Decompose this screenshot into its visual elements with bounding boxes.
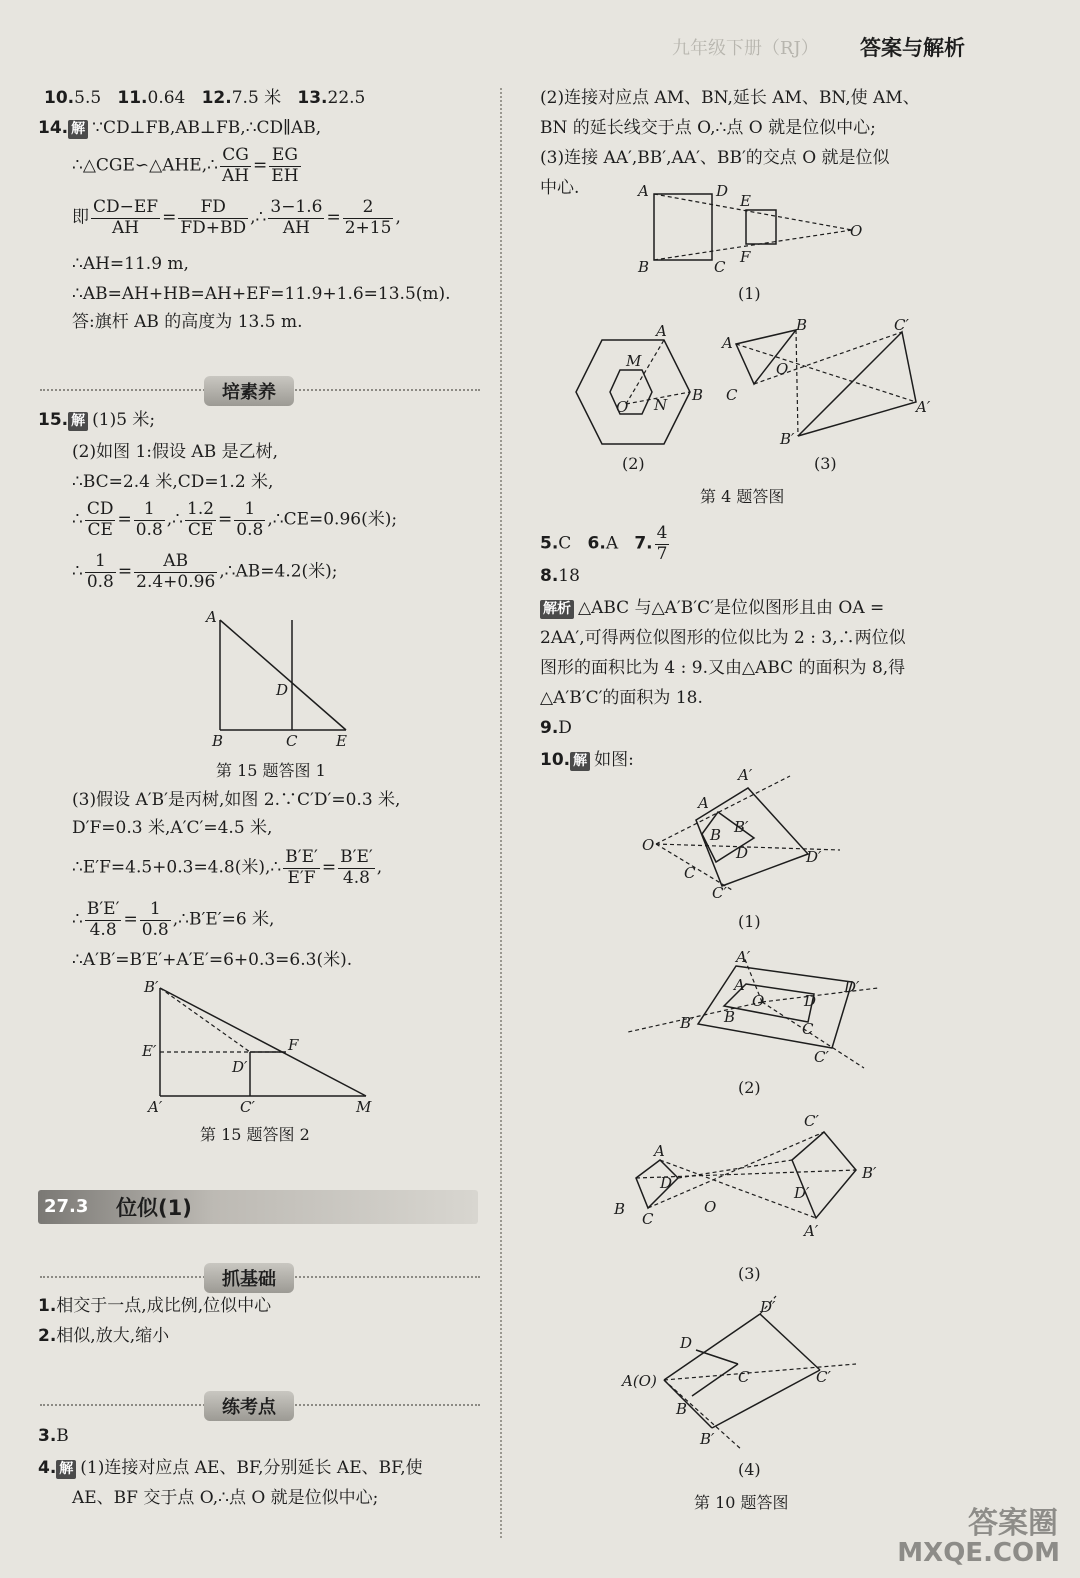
header-title: 答案与解析 [860, 36, 965, 60]
svg-text:O: O [616, 398, 629, 416]
svg-text:B′: B′ [144, 978, 159, 996]
svg-text:A: A [638, 182, 649, 200]
chapter-bar [38, 1190, 478, 1224]
svg-text:A: A [722, 334, 733, 352]
q15-figure-1 [196, 600, 366, 750]
q4-right-line1: (2)连接对应点 AM、BN,延长 AM、BN,使 AM、 [540, 88, 920, 108]
svg-text:O: O [642, 836, 655, 854]
svg-text:D: D [716, 182, 729, 200]
svg-text:A: A [206, 608, 217, 626]
q4-figure-caption: 第 4 题答图 [700, 487, 785, 506]
svg-text:E: E [740, 192, 751, 210]
q10-fig4-label: (4) [738, 1460, 761, 1479]
svg-text:F: F [740, 248, 751, 266]
svg-text:C: C [714, 258, 726, 276]
q14-line4: ∴AH=11.9 m, [72, 254, 189, 274]
svg-text:B: B [796, 316, 808, 334]
column-divider [500, 88, 502, 1538]
svg-text:C: C [802, 1020, 814, 1038]
svg-text:C: C [286, 732, 298, 750]
q15-line10: ∴A′B′=B′E′+A′E′=6+0.3=6.3(米). [72, 950, 353, 970]
svg-text:C′: C′ [894, 316, 909, 334]
svg-text:O: O [776, 360, 789, 378]
svg-text:D: D [660, 1174, 673, 1192]
svg-text:D: D [804, 992, 817, 1010]
svg-text:A′: A′ [736, 948, 751, 966]
q9-answer: 9.D [540, 718, 572, 738]
svg-text:A: A [734, 976, 745, 994]
q15-fig2-caption: 第 15 题答图 2 [200, 1125, 310, 1144]
svg-text:C: C [642, 1210, 654, 1228]
svg-text:B′: B′ [680, 1014, 695, 1032]
svg-text:D′: D′ [232, 1058, 248, 1076]
q4-fig2-label: (2) [622, 454, 645, 473]
svg-text:O: O [752, 992, 765, 1010]
svg-text:A′: A′ [148, 1098, 163, 1116]
svg-text:B′: B′ [734, 818, 749, 836]
q15-line9: ∴ $\frac{B'E'}{4.8}$ = $\frac{1}{0.8}$ ,∴B′E′=6 米, [72, 899, 275, 940]
svg-text:D: D [736, 844, 749, 862]
svg-text:A(O): A(O) [622, 1372, 657, 1390]
svg-text:C: C [684, 864, 696, 882]
q14-line5: ∴AB=AH+HB=AH+EF=11.9+1.6=13.5(m). [72, 284, 451, 304]
svg-text:F: F [288, 1036, 299, 1054]
svg-text:O: O [850, 222, 863, 240]
q8-analysis-line3: 图形的面积比为 4 : 9.又由△ABC 的面积为 8,得 [540, 658, 906, 678]
svg-text:B′: B′ [700, 1430, 715, 1448]
svg-text:A′: A′ [738, 766, 753, 784]
svg-text:C′: C′ [804, 1112, 819, 1130]
q10-figure-1 [640, 766, 870, 906]
svg-text:C′: C′ [712, 884, 727, 902]
svg-text:B: B [710, 826, 722, 844]
svg-text:C: C [726, 386, 738, 404]
svg-text:E′: E′ [142, 1042, 157, 1060]
svg-text:C′: C′ [240, 1098, 255, 1116]
chapter-number: 27.3 [44, 1196, 89, 1217]
svg-text:B: B [212, 732, 224, 750]
svg-text:C: C [738, 1368, 750, 1386]
section-title-liankaodian: 练考点 [204, 1391, 294, 1421]
section-title-zhuajichu: 抓基础 [204, 1263, 294, 1293]
q10-fig3-label: (3) [738, 1264, 761, 1283]
q4-fig3-label: (3) [814, 454, 837, 473]
q4-right-line4: 中心. [540, 178, 580, 198]
q1-answer: 1.相交于一点,成比例,位似中心 [38, 1296, 272, 1316]
svg-text:C′: C′ [814, 1048, 829, 1066]
q15-line7: D′F=0.3 米,A′C′=4.5 米, [72, 818, 273, 838]
q10-fig2-label: (2) [738, 1078, 761, 1097]
q15-line5: ∴ $\frac{1}{0.8}$ = $\frac{AB}{2.4+0.96}$ ,∴AB=4.2(米); [72, 551, 338, 592]
q15-line8: ∴E′F=4.5+0.3=4.8(米),∴ $\frac{B'E'}{E'F}$ = $\frac{B'E'}{4.8}$ , [72, 847, 383, 888]
svg-text:A: A [654, 1142, 665, 1160]
q15-fig1-caption: 第 15 题答图 1 [216, 761, 326, 780]
answers-10-13: 10.5.5 11.0.64 12.7.5 米 13.22.5 [44, 88, 366, 108]
q15-line4: ∴ $\frac{CD}{CE}$ = $\frac{1}{0.8}$ ,∴ $\frac{1.2}{CE}$ = $\frac{1}{0.8}$ ,∴CE=0.96(米); [72, 499, 398, 540]
watermark-url: MXQE.COM [897, 1538, 1060, 1568]
q4-figure-2 [560, 320, 710, 450]
header-faint-text: 九年级下册（RJ） [672, 38, 819, 59]
q8-analysis-line4: △A′B′C′的面积为 18. [540, 688, 703, 708]
svg-text:D: D [680, 1334, 693, 1352]
q10-figure-2 [624, 944, 884, 1074]
q15-line6: (3)假设 A′B′是丙树,如图 2.∵C′D′=0.3 米, [72, 790, 401, 810]
svg-text:B: B [692, 386, 704, 404]
q4-figure-3 [716, 312, 946, 452]
q2-answer: 2.相似,放大,缩小 [38, 1326, 170, 1346]
q10-line1: 10. 解 如图: [540, 750, 634, 770]
q4-line2: AE、BF 交于点 O,∴点 O 就是位似中心; [72, 1488, 379, 1508]
q8-answer: 8.18 [540, 566, 580, 586]
q14-line1: 14. 解 ∵CD⊥FB,AB⊥FB,∴CD∥AB, [38, 118, 322, 138]
svg-text:N: N [654, 396, 668, 414]
svg-text:M: M [356, 1098, 372, 1116]
q15-line3: ∴BC=2.4 米,CD=1.2 米, [72, 472, 274, 492]
section-title-peisuyang: 培素养 [204, 376, 294, 406]
q10-fig1-label: (1) [738, 912, 761, 931]
watermark-logo-text: 答案圈 [968, 1506, 1058, 1541]
q15-line1: 15. 解 (1)5 米; [38, 410, 156, 430]
q14-line2: ∴△CGE∽△AHE,∴ $\frac{CG}{AH}$ = $\frac{EG}{EH}$ [72, 145, 299, 186]
svg-text:A: A [698, 794, 709, 812]
q14-line3: 即 $\frac{CD-EF}{AH}$ = $\frac{FD}{FD+BD}$ ,∴ $\frac{3-1.6}{AH}$ = $\frac{2}{2+15}$ , [72, 197, 401, 238]
q15-figure-2 [140, 976, 380, 1116]
svg-text:M: M [626, 352, 642, 370]
answers-5-7: 5.C 6.A 7. $\frac{4}{7}$ [540, 523, 668, 564]
q8-analysis-line1: 解析 △ABC 与△A′B′C′是位似图形且由 OA = [540, 598, 884, 619]
svg-text:D′: D′ [806, 848, 822, 866]
svg-text:A: A [656, 322, 667, 340]
svg-text:B′: B′ [862, 1164, 877, 1182]
q4-figure-1 [630, 180, 870, 280]
q15-line2: (2)如图 1:假设 AB 是乙树, [72, 442, 279, 462]
svg-text:B′: B′ [780, 430, 795, 448]
svg-text:D′: D′ [794, 1184, 810, 1202]
q3-answer: 3.B [38, 1426, 69, 1446]
svg-text:D′: D′ [844, 978, 860, 996]
chapter-title: 位似(1) [116, 1196, 192, 1220]
q10-figure-4 [620, 1290, 870, 1450]
q10-figure-caption: 第 10 题答图 [694, 1493, 789, 1512]
svg-text:B: B [724, 1008, 736, 1026]
q8-analysis-line2: 2AA′,可得两位似图形的位似比为 2 : 3,∴两位似 [540, 628, 906, 648]
svg-text:D′: D′ [760, 1298, 776, 1316]
svg-text:B: B [676, 1400, 688, 1418]
svg-text:O: O [704, 1198, 717, 1216]
q4-fig1-label: (1) [738, 284, 761, 303]
svg-text:B: B [614, 1200, 626, 1218]
q4-right-line3: (3)连接 AA′,BB′,AA′、BB′的交点 O 就是位似 [540, 148, 890, 168]
q4-right-line2: BN 的延长线交于点 O,∴点 O 就是位似中心; [540, 118, 876, 138]
q4-line1: 4. 解 (1)连接对应点 AE、BF,分别延长 AE、BF,使 [38, 1458, 423, 1478]
q10-figure-3 [606, 1106, 896, 1256]
svg-text:A′: A′ [916, 398, 931, 416]
svg-text:A′: A′ [804, 1222, 819, 1240]
svg-text:B: B [638, 258, 650, 276]
svg-text:D: D [276, 681, 289, 699]
q14-line6: 答:旗杆 AB 的高度为 13.5 m. [72, 312, 303, 332]
svg-text:E: E [336, 732, 347, 750]
svg-text:C′: C′ [816, 1368, 831, 1386]
